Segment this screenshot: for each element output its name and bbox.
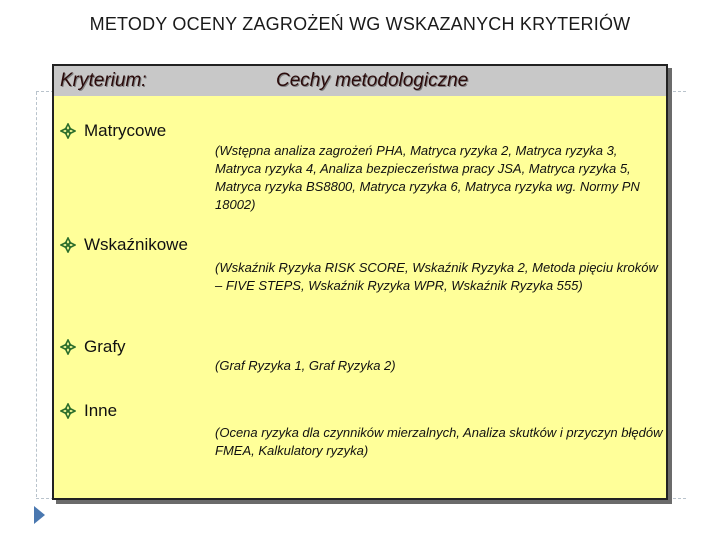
category-inne (60, 401, 117, 421)
diamond-flower-bullet-icon (60, 123, 76, 139)
category-description: (Wskaźnik Ryzyka RISK SCORE, Wskaźnik Ryzyka 2, Metoda pięciu kroków – FIVE STEPS, Wskaźnik Ryzyka WPR, Wskaźnik Ryzyka 555) (215, 260, 658, 293)
left-divider (36, 92, 37, 497)
category-wskaznikowe (60, 235, 188, 255)
category-matrycowe (60, 121, 166, 141)
category-grafy (60, 337, 126, 357)
category-label: Matrycowe (84, 121, 167, 140)
category-label: Inne (84, 401, 118, 420)
table-header (54, 66, 666, 96)
category-description: (Ocena ryzyka dla czynników mierzalnych, Analiza skutków i przyczyn błędów FMEA, Kalkulatory ryzyka) (215, 425, 663, 458)
play-arrow-icon[interactable] (34, 506, 45, 524)
header-features: Cechy metodologiczne (276, 70, 469, 91)
slide-title: METODY OCENY ZAGROŻEŃ WG WSKAZANYCH KRYTERIÓW (89, 14, 631, 34)
diamond-flower-bullet-icon (60, 339, 76, 355)
diamond-flower-bullet-icon (60, 403, 76, 419)
category-label: Wskaźnikowe (84, 235, 188, 254)
methods-table (52, 64, 668, 500)
category-description: (Wstępna analiza zagrożeń PHA, Matryca ryzyka 2, Matryca ryzyka 3, Matryca ryzyka 4, Analiza bezpieczeństwa pracy JSA, Matryca ryzyka 5, Matryca ryzyka BS8800, Matryca ryzyka 6, Matryca ryzyka wg. Normy PN 18002) (215, 143, 640, 212)
header-criterion: Kryterium: (60, 70, 147, 91)
category-label: Grafy (84, 337, 126, 356)
category-description: (Graf Ryzyka 1, Graf Ryzyka 2) (215, 358, 396, 373)
diamond-flower-bullet-icon (60, 237, 76, 253)
